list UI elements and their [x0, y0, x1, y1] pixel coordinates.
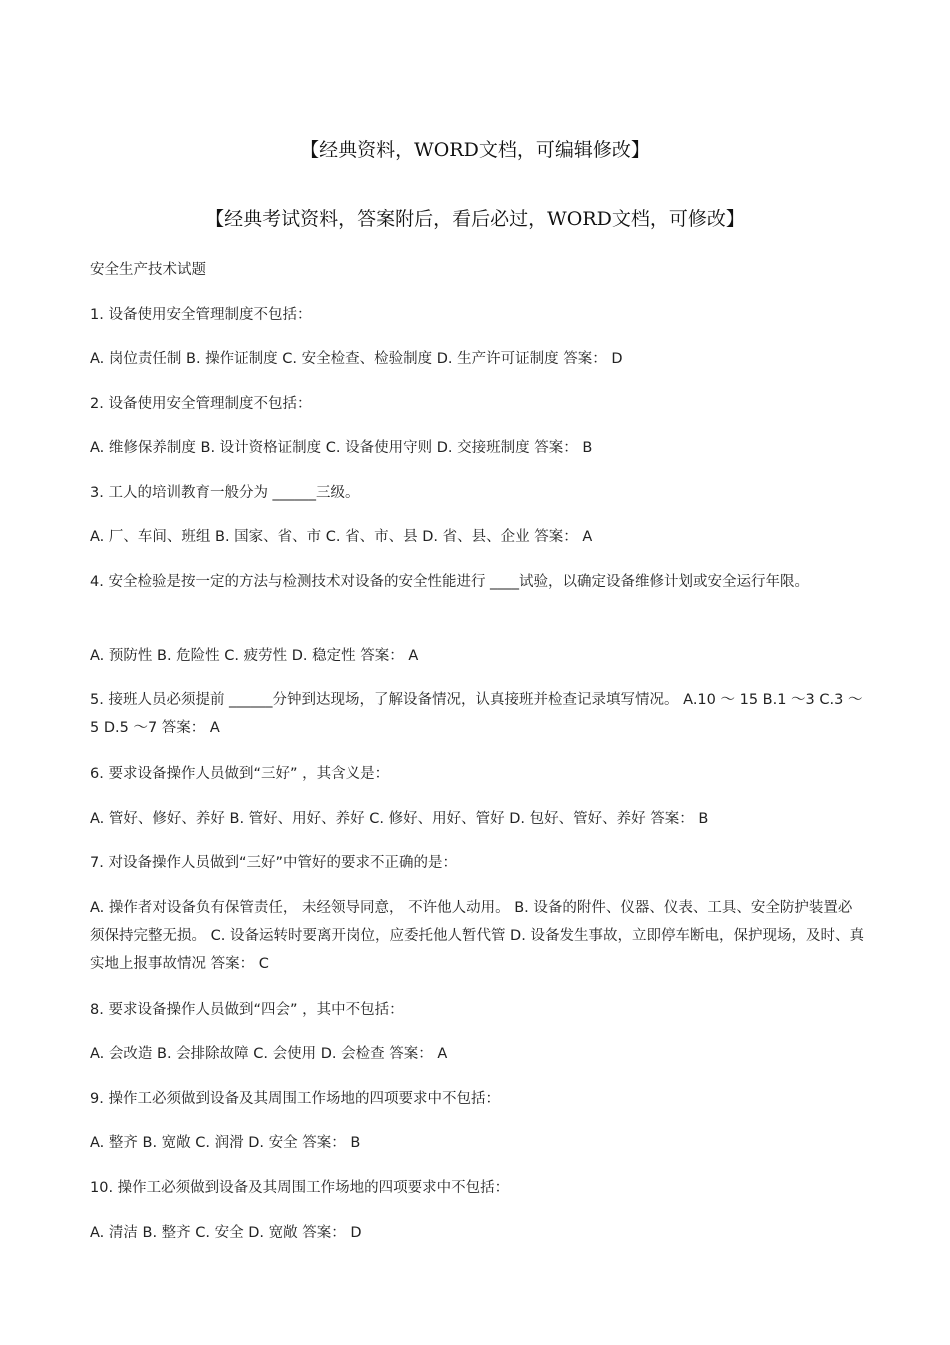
options-8: A. 会改造 B. 会排除故障 C. 会使用 D. 会检查 答案： A — [90, 1046, 448, 1062]
question-4: 4. 安全检验是按一定的方法与检测技术对设备的安全性能进行 ____试验，以确定设备维修计划或安全运行年限。 — [90, 574, 810, 590]
options-6: A. 管好、修好、养好 B. 管好、用好、养好 C. 修好、用好、管好 D. 包好、管好、养好 答案： B — [90, 811, 709, 827]
question-1: 1. 设备使用安全管理制度不包括： — [90, 307, 312, 323]
question-6: 6. 要求设备操作人员做到“三好” ，其含义是： — [90, 766, 390, 782]
options-10: A. 清洁 B. 整齐 C. 安全 D. 宽敞 答案： D — [90, 1225, 362, 1241]
question-5: 5. 接班人员必须提前 ______分钟到达现场，了解设备情况，认真接班并检查记录填写情况。 A.10 ～ 15 B.1 ～3 C.3 ～5 D.5 ～7 答案： A — [90, 692, 863, 736]
question-3: 3. 工人的培训教育一般分为 ______三级。 — [90, 485, 360, 501]
options-9: A. 整齐 B. 宽敞 C. 润滑 D. 安全 答案： B — [90, 1135, 361, 1151]
question-9: 9. 操作工必须做到设备及其周围工作场地的四项要求中不包括： — [90, 1091, 500, 1107]
question-10: 10. 操作工必须做到设备及其周围工作场地的四项要求中不包括： — [90, 1180, 510, 1196]
question-7: 7. 对设备操作人员做到“三好”中管好的要求不正确的是： — [90, 855, 457, 871]
options-7: A. 操作者对设备负有保管责任， 未经领导同意， 不许他人动用。 B. 设备的附件、仪器、仪表、工具、安全防护装置必须保持完整无损。 C. 设备运转时要离开岗位，应委托他人暂代管 D. 设备发生事故，立即停车断电，保护现场，及时、真实地上报事故情况 答案： C — [90, 900, 864, 972]
header-title-2: 【经典考试资料，答案附后，看后必过，WORD文档，可修改】 — [205, 208, 745, 230]
options-2: A. 维修保养制度 B. 设计资格证制度 C. 设备使用守则 D. 交接班制度 答案： B — [90, 440, 593, 456]
options-3: A. 厂、车间、班组 B. 国家、省、市 C. 省、市、县 D. 省、县、企业 答案： A — [90, 529, 593, 545]
options-4: A. 预防性 B. 危险性 C. 疲劳性 D. 稳定性 答案： A — [90, 648, 419, 664]
options-1: A. 岗位责任制 B. 操作证制度 C. 安全检查、检验制度 D. 生产许可证制度 答案： D — [90, 351, 623, 367]
doc-title: 安全生产技术试题 — [90, 262, 206, 278]
header-title-1: 【经典资料，WORD文档，可编辑修改】 — [300, 139, 650, 161]
question-8: 8. 要求设备操作人员做到“四会” ，其中不包括： — [90, 1002, 404, 1018]
question-2: 2. 设备使用安全管理制度不包括： — [90, 396, 312, 412]
